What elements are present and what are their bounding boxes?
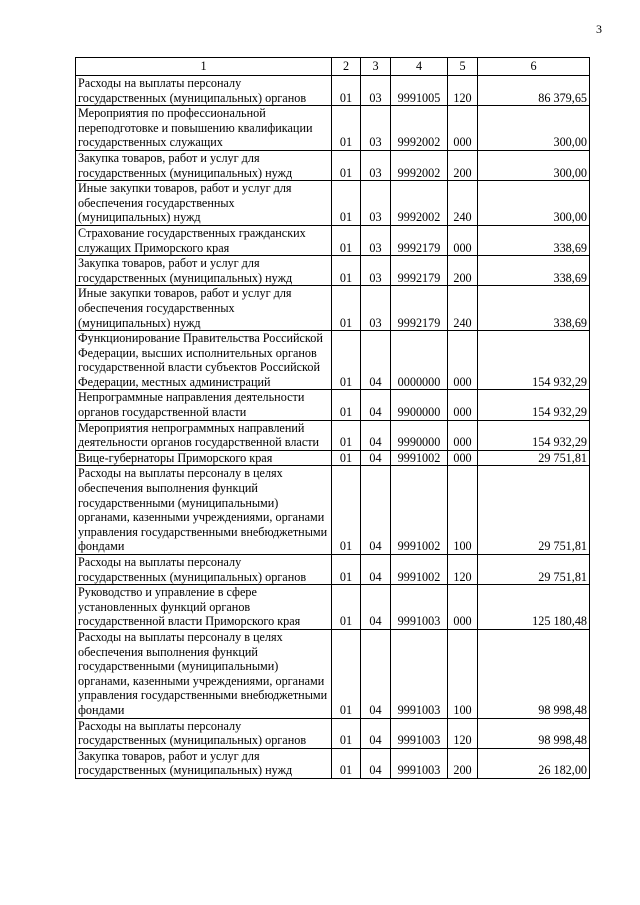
section-code-cell: 01 — [332, 420, 361, 450]
table-row — [76, 181, 590, 226]
target-code-cell: 9992179 — [391, 286, 448, 331]
column-header: 3 — [361, 58, 391, 76]
row-name-cell: Иные закупки товаров, работ и услуг для обеспечения государственных (муниципальных) нужд — [76, 286, 332, 331]
row-name-cell: Закупка товаров, работ и услуг для государственных (муниципальных) нужд — [76, 150, 332, 180]
table-row — [76, 286, 590, 331]
table-row — [76, 225, 590, 255]
row-name-cell: Руководство и управление в сфере установленных функций органов государственной власти Приморского края — [76, 585, 332, 630]
expense-type-cell: 100 — [448, 466, 478, 555]
section-code-cell: 01 — [332, 629, 361, 718]
table-row — [76, 76, 590, 106]
table-row — [76, 150, 590, 180]
subsection-code-cell: 03 — [361, 76, 391, 106]
subsection-code-cell: 03 — [361, 106, 391, 151]
target-code-cell: 9991003 — [391, 748, 448, 778]
target-code-cell: 9992179 — [391, 256, 448, 286]
section-code-cell: 01 — [332, 466, 361, 555]
section-code-cell: 01 — [332, 76, 361, 106]
amount-cell: 29 751,81 — [478, 466, 590, 555]
table-row — [76, 390, 590, 420]
target-code-cell: 9900000 — [391, 390, 448, 420]
expense-type-cell: 240 — [448, 181, 478, 226]
table-row — [76, 466, 590, 555]
table-row — [76, 718, 590, 748]
target-code-cell: 9991003 — [391, 629, 448, 718]
section-code-cell: 01 — [332, 555, 361, 585]
row-name-cell: Вице-губернаторы Приморского края — [76, 450, 332, 466]
section-code-cell: 01 — [332, 225, 361, 255]
row-name-cell: Функционирование Правительства Российской Федерации, высших исполнительных органов государственной власти субъектов Российской Федерации, местных администраций — [76, 331, 332, 390]
table-header-row — [76, 58, 590, 76]
row-name-cell: Закупка товаров, работ и услуг для государственных (муниципальных) нужд — [76, 748, 332, 778]
table-row — [76, 629, 590, 718]
target-code-cell: 9992002 — [391, 150, 448, 180]
subsection-code-cell: 04 — [361, 748, 391, 778]
row-name-cell: Расходы на выплаты персоналу государственных (муниципальных) органов — [76, 76, 332, 106]
table-row — [76, 450, 590, 466]
page-number: 3 — [596, 22, 602, 36]
target-code-cell: 9991005 — [391, 76, 448, 106]
table-row — [76, 331, 590, 390]
section-code-cell: 01 — [332, 748, 361, 778]
section-code-cell: 01 — [332, 181, 361, 226]
amount-cell: 338,69 — [478, 256, 590, 286]
expense-type-cell: 200 — [448, 256, 478, 286]
expense-type-cell: 000 — [448, 106, 478, 151]
subsection-code-cell: 04 — [361, 420, 391, 450]
expense-type-cell: 120 — [448, 555, 478, 585]
expense-type-cell: 200 — [448, 748, 478, 778]
target-code-cell: 9992002 — [391, 181, 448, 226]
column-header: 1 — [76, 58, 332, 76]
table-row — [76, 585, 590, 630]
table-row — [76, 748, 590, 778]
section-code-cell: 01 — [332, 256, 361, 286]
expense-type-cell: 000 — [448, 585, 478, 630]
amount-cell: 338,69 — [478, 286, 590, 331]
target-code-cell: 9991003 — [391, 585, 448, 630]
column-header: 5 — [448, 58, 478, 76]
subsection-code-cell: 04 — [361, 450, 391, 466]
row-name-cell: Расходы на выплаты персоналу в целях обеспечения выполнения функций государственными (муниципальными) органами, казенными учреждениями, органами управления государственными внебюджетными фондами — [76, 629, 332, 718]
subsection-code-cell: 04 — [361, 585, 391, 630]
amount-cell: 154 932,29 — [478, 390, 590, 420]
section-code-cell: 01 — [332, 106, 361, 151]
subsection-code-cell: 04 — [361, 555, 391, 585]
section-code-cell: 01 — [332, 718, 361, 748]
expense-type-cell: 000 — [448, 420, 478, 450]
subsection-code-cell: 04 — [361, 718, 391, 748]
column-header: 4 — [391, 58, 448, 76]
row-name-cell: Расходы на выплаты персоналу государственных (муниципальных) органов — [76, 718, 332, 748]
table-row — [76, 256, 590, 286]
amount-cell: 338,69 — [478, 225, 590, 255]
amount-cell: 154 932,29 — [478, 331, 590, 390]
amount-cell: 86 379,65 — [478, 76, 590, 106]
row-name-cell: Мероприятия по профессиональной переподготовке и повышению квалификации государственных служащих — [76, 106, 332, 151]
amount-cell: 300,00 — [478, 106, 590, 151]
section-code-cell: 01 — [332, 450, 361, 466]
expense-type-cell: 000 — [448, 225, 478, 255]
subsection-code-cell: 03 — [361, 181, 391, 226]
subsection-code-cell: 04 — [361, 629, 391, 718]
subsection-code-cell: 04 — [361, 390, 391, 420]
amount-cell: 98 998,48 — [478, 629, 590, 718]
section-code-cell: 01 — [332, 585, 361, 630]
target-code-cell: 9991002 — [391, 555, 448, 585]
subsection-code-cell: 03 — [361, 150, 391, 180]
amount-cell: 29 751,81 — [478, 450, 590, 466]
expense-type-cell: 200 — [448, 150, 478, 180]
expense-type-cell: 240 — [448, 286, 478, 331]
row-name-cell: Закупка товаров, работ и услуг для государственных (муниципальных) нужд — [76, 256, 332, 286]
subsection-code-cell: 03 — [361, 225, 391, 255]
target-code-cell: 9991002 — [391, 450, 448, 466]
table-row — [76, 106, 590, 151]
target-code-cell: 9992179 — [391, 225, 448, 255]
expense-type-cell: 100 — [448, 629, 478, 718]
target-code-cell: 9991002 — [391, 466, 448, 555]
expense-type-cell: 000 — [448, 390, 478, 420]
section-code-cell: 01 — [332, 286, 361, 331]
target-code-cell: 9992002 — [391, 106, 448, 151]
budget-table — [75, 57, 590, 779]
amount-cell: 125 180,48 — [478, 585, 590, 630]
target-code-cell: 9991003 — [391, 718, 448, 748]
section-code-cell: 01 — [332, 150, 361, 180]
amount-cell: 300,00 — [478, 150, 590, 180]
subsection-code-cell: 03 — [361, 256, 391, 286]
table-row — [76, 420, 590, 450]
amount-cell: 98 998,48 — [478, 718, 590, 748]
expense-type-cell: 000 — [448, 450, 478, 466]
expense-type-cell: 120 — [448, 76, 478, 106]
expense-type-cell: 000 — [448, 331, 478, 390]
row-name-cell: Расходы на выплаты персоналу в целях обеспечения выполнения функций государственными (муниципальными) органами, казенными учреждениями, органами управления государственными внебюджетными фондами — [76, 466, 332, 555]
section-code-cell: 01 — [332, 390, 361, 420]
target-code-cell: 9990000 — [391, 420, 448, 450]
subsection-code-cell: 04 — [361, 466, 391, 555]
target-code-cell: 0000000 — [391, 331, 448, 390]
amount-cell: 154 932,29 — [478, 420, 590, 450]
row-name-cell: Иные закупки товаров, работ и услуг для обеспечения государственных (муниципальных) нужд — [76, 181, 332, 226]
amount-cell: 300,00 — [478, 181, 590, 226]
row-name-cell: Расходы на выплаты персоналу государственных (муниципальных) органов — [76, 555, 332, 585]
row-name-cell: Непрограммные направления деятельности органов государственной власти — [76, 390, 332, 420]
subsection-code-cell: 03 — [361, 286, 391, 331]
section-code-cell: 01 — [332, 331, 361, 390]
row-name-cell: Страхование государственных гражданских служащих Приморского края — [76, 225, 332, 255]
table-row — [76, 555, 590, 585]
amount-cell: 26 182,00 — [478, 748, 590, 778]
column-header: 2 — [332, 58, 361, 76]
column-header: 6 — [478, 58, 590, 76]
row-name-cell: Мероприятия непрограммных направлений деятельности органов государственной власти — [76, 420, 332, 450]
subsection-code-cell: 04 — [361, 331, 391, 390]
expense-type-cell: 120 — [448, 718, 478, 748]
amount-cell: 29 751,81 — [478, 555, 590, 585]
